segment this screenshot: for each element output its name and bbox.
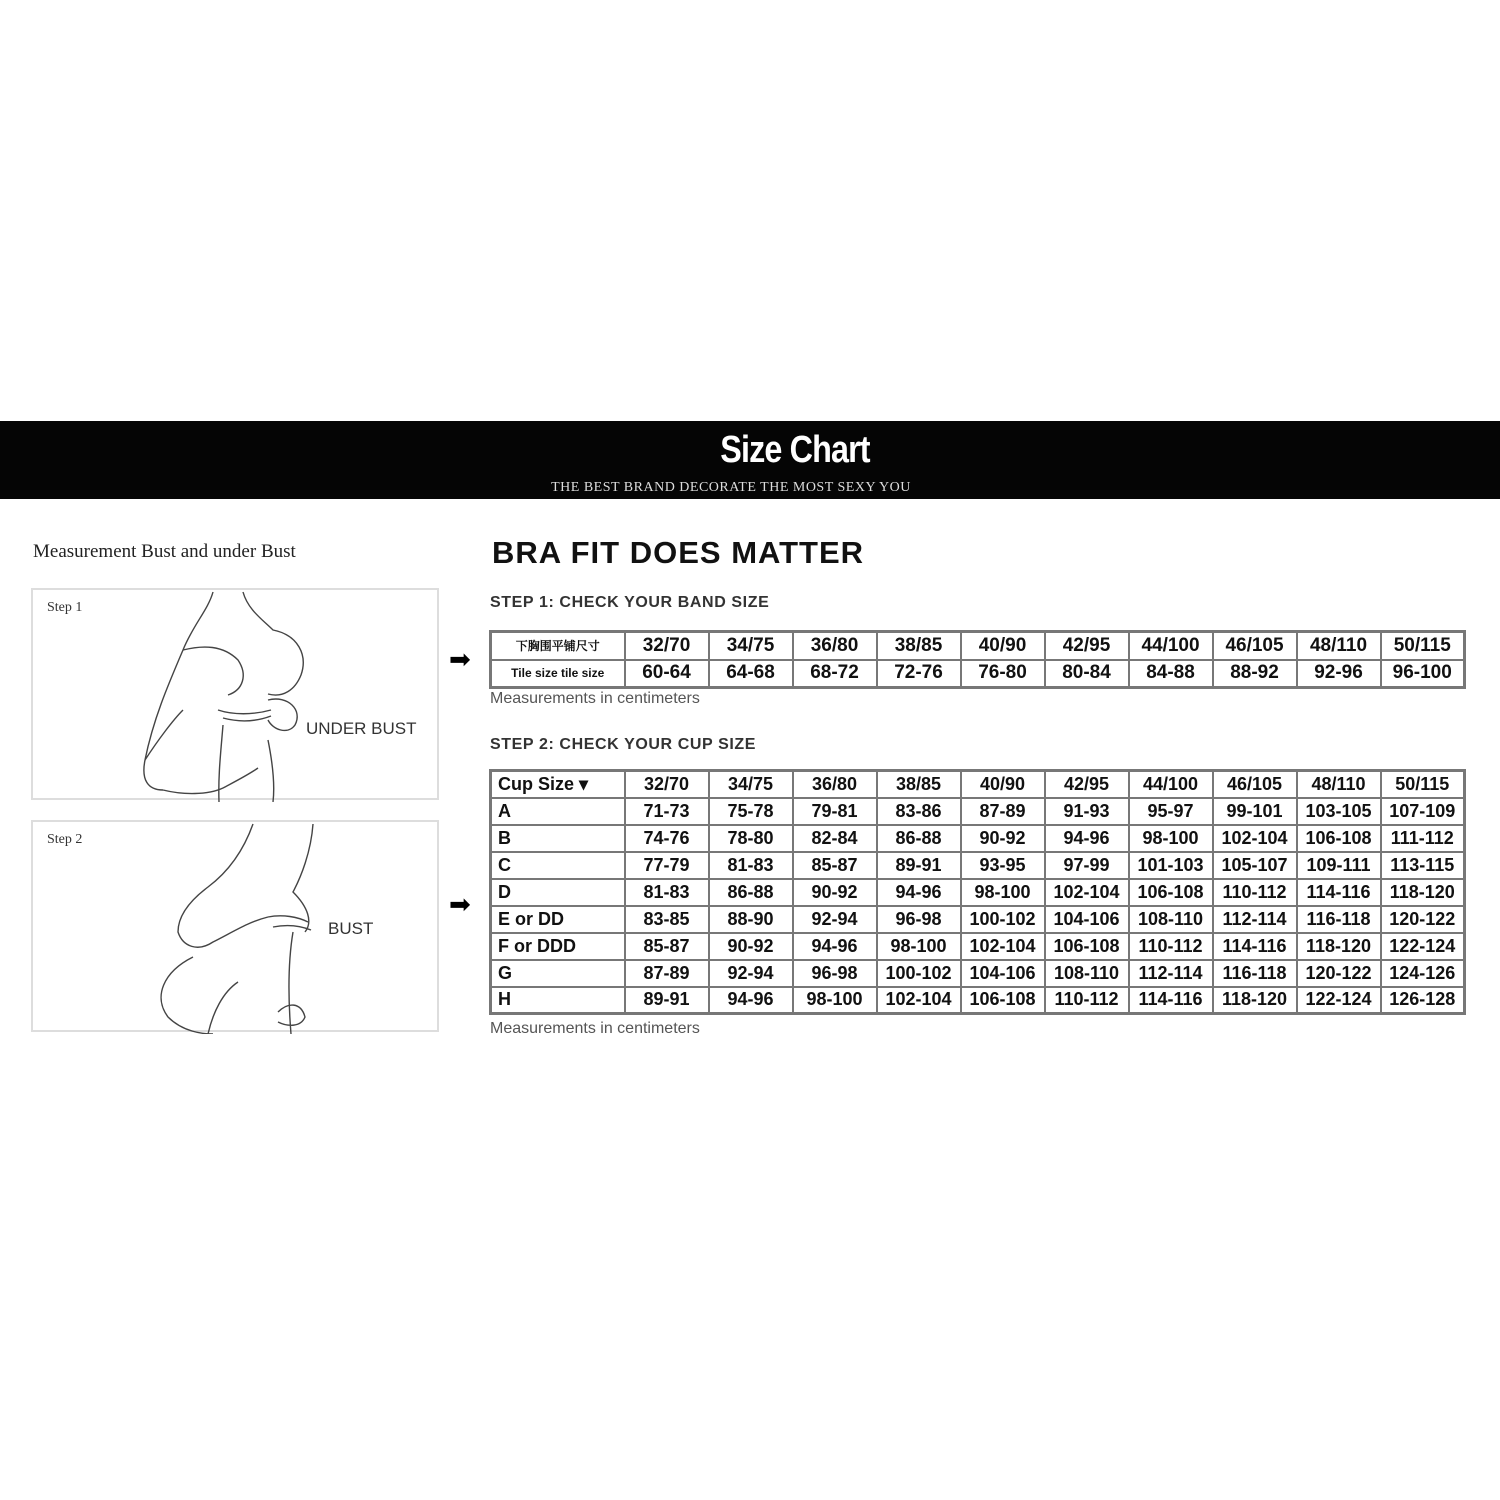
table-row (491, 660, 1465, 688)
table-cell: 102-104 (877, 987, 961, 1014)
step1-label: Step 1 (47, 600, 83, 615)
table-cell: 114-116 (1297, 879, 1381, 906)
table-cell: 103-105 (1297, 798, 1381, 825)
band-size-header: 34/75 (709, 771, 793, 798)
table-cell: 118-120 (1213, 987, 1297, 1014)
band-size-header: 50/115 (1381, 632, 1465, 660)
table-cell: 77-79 (625, 852, 709, 879)
band-size-header: 36/80 (793, 632, 877, 660)
table-cell: 91-93 (1045, 798, 1129, 825)
measurement-note: Measurements in centimeters (490, 690, 700, 707)
band-size-header: 34/75 (709, 632, 793, 660)
bust-figure-illustration (33, 822, 441, 1034)
table-cell: 72-76 (877, 660, 961, 688)
table-cell: 106-108 (961, 987, 1045, 1014)
band-size-header: 32/70 (625, 771, 709, 798)
cup-size-table (489, 769, 1466, 1015)
table-cell: 114-116 (1129, 987, 1213, 1014)
table-cell: 94-96 (877, 879, 961, 906)
table-cell: 90-92 (961, 825, 1045, 852)
table-cell: 113-115 (1381, 852, 1465, 879)
table-cell: 85-87 (625, 933, 709, 960)
table-row (491, 906, 1465, 933)
band-size-header: 46/105 (1213, 771, 1297, 798)
table-cell: 89-91 (625, 987, 709, 1014)
table-row (491, 879, 1465, 906)
step1-illustration-box (31, 588, 439, 800)
step2-label: Step 2 (47, 832, 83, 847)
table-cell: 94-96 (709, 987, 793, 1014)
band-size-header: 44/100 (1129, 632, 1213, 660)
table-cell: 124-126 (1381, 960, 1465, 987)
cup-label: F or DDD (491, 933, 625, 960)
step1-heading: STEP 1: CHECK YOUR BAND SIZE (490, 594, 770, 611)
table-cell: 89-91 (877, 852, 961, 879)
table-row (491, 825, 1465, 852)
band-size-header: 38/85 (877, 632, 961, 660)
table-cell: 92-96 (1297, 660, 1381, 688)
table-row (491, 933, 1465, 960)
table-cell: 78-80 (709, 825, 793, 852)
table-cell: 92-94 (793, 906, 877, 933)
band-size-header: 42/95 (1045, 632, 1129, 660)
table-cell: 109-111 (1297, 852, 1381, 879)
band-header-label: 下胸围平铺尺寸 (491, 632, 625, 660)
bust-label: BUST (328, 919, 374, 938)
table-cell: 94-96 (1045, 825, 1129, 852)
table-header-row (491, 632, 1465, 660)
cup-label: G (491, 960, 625, 987)
table-cell: 98-100 (793, 987, 877, 1014)
table-cell: 102-104 (1213, 825, 1297, 852)
table-cell: 106-108 (1045, 933, 1129, 960)
table-cell: 64-68 (709, 660, 793, 688)
table-cell: 82-84 (793, 825, 877, 852)
page-title: Size Chart (720, 429, 870, 471)
table-cell: 108-110 (1045, 960, 1129, 987)
table-cell: 83-85 (625, 906, 709, 933)
table-cell: 112-114 (1213, 906, 1297, 933)
cup-label: B (491, 825, 625, 852)
arrow-right-icon: ➡ (449, 889, 471, 919)
table-cell: 98-100 (877, 933, 961, 960)
table-cell: 74-76 (625, 825, 709, 852)
table-cell: 105-107 (1213, 852, 1297, 879)
table-cell: 95-97 (1129, 798, 1213, 825)
table-cell: 99-101 (1213, 798, 1297, 825)
table-cell: 110-112 (1045, 987, 1129, 1014)
header-band (0, 421, 1500, 499)
cup-label: A (491, 798, 625, 825)
table-cell: 93-95 (961, 852, 1045, 879)
arrow-right-icon: ➡ (449, 644, 471, 674)
table-cell: 71-73 (625, 798, 709, 825)
table-header-row (491, 771, 1465, 798)
table-cell: 116-118 (1297, 906, 1381, 933)
table-cell: 94-96 (793, 933, 877, 960)
table-cell: 112-114 (1129, 960, 1213, 987)
table-cell: 120-122 (1297, 960, 1381, 987)
band-size-header: 36/80 (793, 771, 877, 798)
table-row (491, 852, 1465, 879)
table-cell: 122-124 (1381, 933, 1465, 960)
step2-illustration-box (31, 820, 439, 1032)
table-cell: 96-98 (793, 960, 877, 987)
table-cell: 118-120 (1381, 879, 1465, 906)
table-cell: 60-64 (625, 660, 709, 688)
table-cell: 87-89 (625, 960, 709, 987)
cup-label: H (491, 987, 625, 1014)
band-size-header: 44/100 (1129, 771, 1213, 798)
table-cell: 106-108 (1129, 879, 1213, 906)
table-cell: 122-124 (1297, 987, 1381, 1014)
under-bust-label: UNDER BUST (306, 719, 417, 738)
table-cell: 108-110 (1129, 906, 1213, 933)
table-row (491, 798, 1465, 825)
table-cell: 100-102 (961, 906, 1045, 933)
cup-label: D (491, 879, 625, 906)
table-cell: 76-80 (961, 660, 1045, 688)
band-size-table (489, 630, 1466, 689)
table-cell: 80-84 (1045, 660, 1129, 688)
table-cell: 126-128 (1381, 987, 1465, 1014)
measurement-title: Measurement Bust and under Bust (33, 541, 296, 562)
table-cell: 98-100 (1129, 825, 1213, 852)
table-cell: 96-100 (1381, 660, 1465, 688)
measurement-note: Measurements in centimeters (490, 1020, 700, 1037)
table-cell: 107-109 (1381, 798, 1465, 825)
table-cell: 101-103 (1129, 852, 1213, 879)
table-cell: 68-72 (793, 660, 877, 688)
table-row (491, 960, 1465, 987)
band-size-header: 32/70 (625, 632, 709, 660)
table-cell: 92-94 (709, 960, 793, 987)
band-size-header: 50/115 (1381, 771, 1465, 798)
table-row (491, 987, 1465, 1014)
table-cell: 111-112 (1381, 825, 1465, 852)
table-cell: 90-92 (793, 879, 877, 906)
band-size-header: 48/110 (1297, 771, 1381, 798)
table-cell: 90-92 (709, 933, 793, 960)
table-cell: 79-81 (793, 798, 877, 825)
row-label: Tile size tile size (491, 660, 625, 688)
band-size-header: 42/95 (1045, 771, 1129, 798)
table-cell: 85-87 (793, 852, 877, 879)
table-cell: 104-106 (1045, 906, 1129, 933)
table-cell: 102-104 (1045, 879, 1129, 906)
table-cell: 83-86 (877, 798, 961, 825)
cup-label: C (491, 852, 625, 879)
bra-fit-heading: BRA FIT DOES MATTER (492, 535, 865, 570)
table-cell: 86-88 (877, 825, 961, 852)
table-cell: 116-118 (1213, 960, 1297, 987)
table-cell: 87-89 (961, 798, 1045, 825)
table-cell: 114-116 (1213, 933, 1297, 960)
table-cell: 110-112 (1129, 933, 1213, 960)
table-cell: 88-92 (1213, 660, 1297, 688)
band-size-header: 46/105 (1213, 632, 1297, 660)
table-cell: 118-120 (1297, 933, 1381, 960)
table-cell: 120-122 (1381, 906, 1465, 933)
band-size-header: 40/90 (961, 632, 1045, 660)
table-cell: 98-100 (961, 879, 1045, 906)
table-cell: 84-88 (1129, 660, 1213, 688)
cup-label: E or DD (491, 906, 625, 933)
table-cell: 86-88 (709, 879, 793, 906)
step2-heading: STEP 2: CHECK YOUR CUP SIZE (490, 736, 757, 753)
table-cell: 110-112 (1213, 879, 1297, 906)
table-cell: 81-83 (625, 879, 709, 906)
under-bust-figure-illustration (33, 590, 441, 802)
band-size-header: 40/90 (961, 771, 1045, 798)
table-cell: 96-98 (877, 906, 961, 933)
band-size-header: 48/110 (1297, 632, 1381, 660)
table-cell: 75-78 (709, 798, 793, 825)
subtitle: THE BEST BRAND DECORATE THE MOST SEXY YOU (551, 480, 911, 495)
table-cell: 102-104 (961, 933, 1045, 960)
table-cell: 97-99 (1045, 852, 1129, 879)
band-size-header: 38/85 (877, 771, 961, 798)
table-cell: 88-90 (709, 906, 793, 933)
table-cell: 104-106 (961, 960, 1045, 987)
table-cell: 81-83 (709, 852, 793, 879)
table-cell: 106-108 (1297, 825, 1381, 852)
cup-size-header: Cup Size ▾ (491, 771, 625, 798)
table-cell: 100-102 (877, 960, 961, 987)
